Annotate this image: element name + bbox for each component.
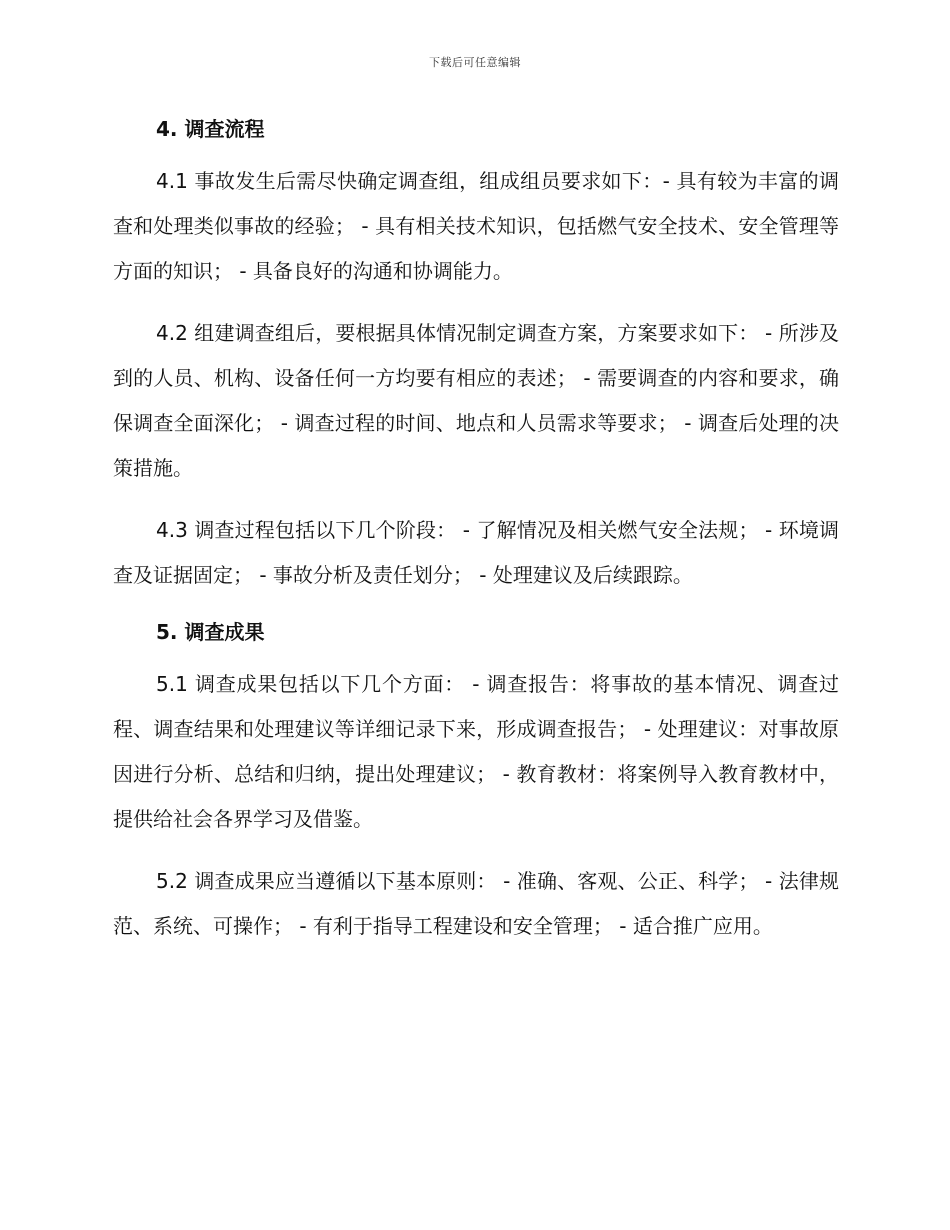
paragraph-4-2: 4.2 组建调查组后，要根据具体情况制定调查方案，方案要求如下： - 所涉及到的人员、机构、设备任何一方均要有相应的表述； - 需要调查的内容和要求，确保调查全面深化； - 调查过程的时间、地点和人员需求等要求； - 调查后处理的决策措施。 — [113, 321, 839, 480]
paragraph-4-1: 4.1 事故发生后需尽快确定调查组，组成组员要求如下：- 具有较为丰富的调查和处理类似事故的经验； - 具有相关技术知识，包括燃气安全技术、安全管理等方面的知识； - 具备良好的沟通和协调能力。 — [113, 169, 839, 283]
document-body — [113, 112, 839, 966]
section-heading: 5. 调查成果 — [156, 620, 265, 644]
paragraph-5-2: 5.2 调查成果应当遵循以下基本原则： - 准确、客观、公正、科学； - 法律规范、系统、可操作； - 有利于指导工程建设和安全管理； - 适合推广应用。 — [113, 869, 839, 938]
section-investigation-process — [113, 112, 839, 598]
page-header: 下载后可任意编辑 — [429, 56, 521, 69]
paragraph-5-1: 5.1 调查成果包括以下几个方面： - 调查报告：将事故的基本情况、调查过程、调查结果和处理建议等详细记录下来，形成调查报告； - 处理建议：对事故原因进行分析、总结和归纳，提出处理建议； - 教育教材：将案例导入教育教材中，提供给社会各界学习及借鉴。 — [113, 672, 839, 831]
section-heading: 4. 调查流程 — [156, 117, 265, 141]
paragraph-4-3: 4.3 调查过程包括以下几个阶段： - 了解情况及相关燃气安全法规； - 环境调查及证据固定； - 事故分析及责任划分； - 处理建议及后续跟踪。 — [113, 518, 839, 587]
section-investigation-results — [113, 615, 839, 949]
